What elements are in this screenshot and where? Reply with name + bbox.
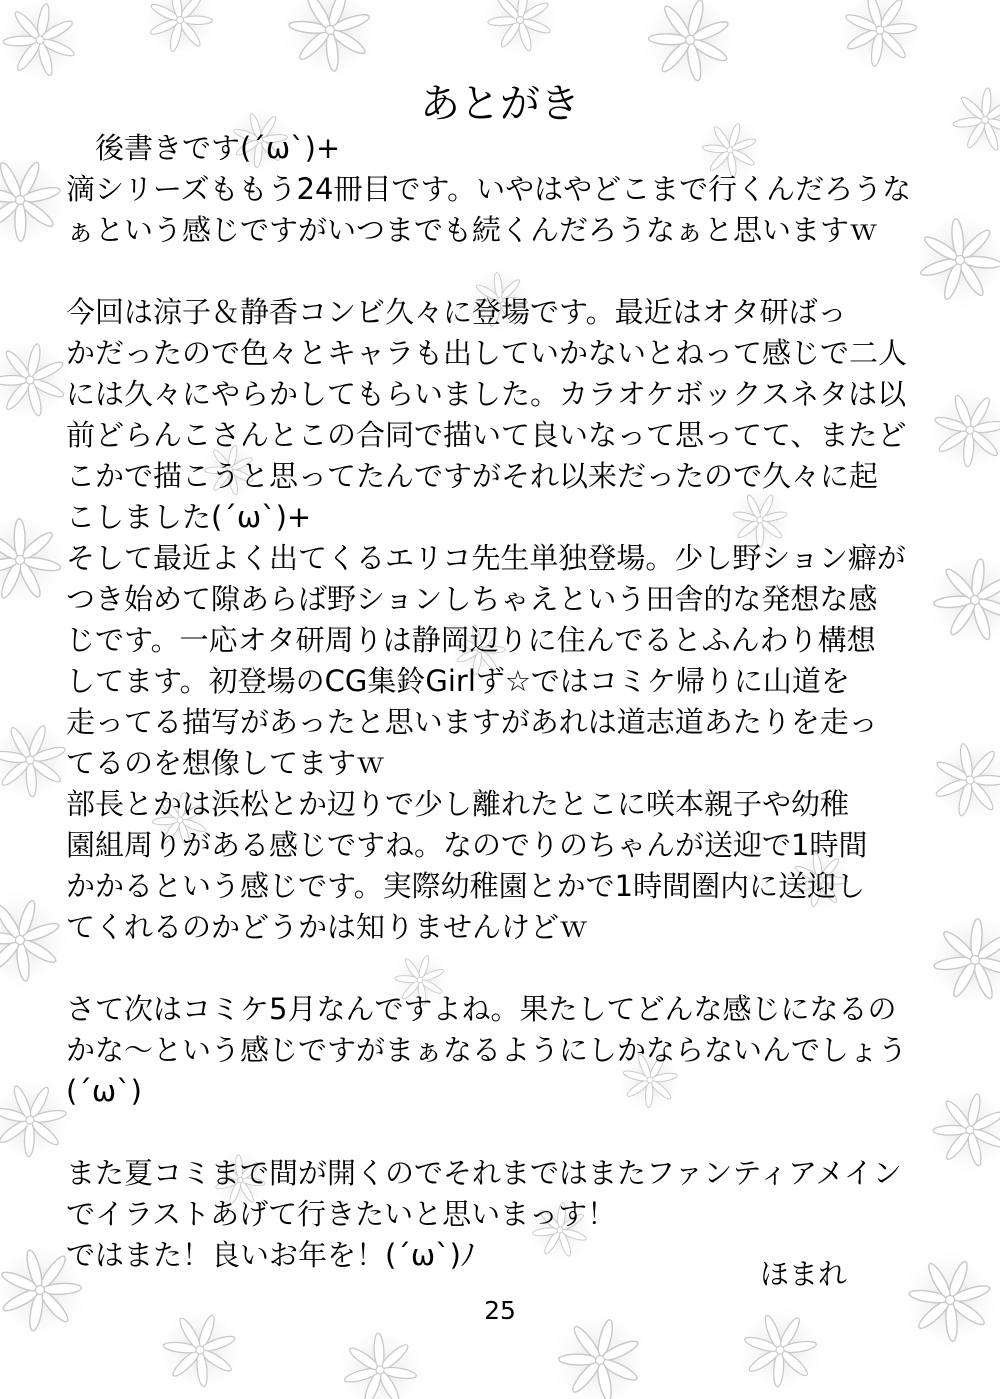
text-line: 前どらんこさんとこの合同で描いて良いなって思ってて、またど <box>66 418 907 452</box>
text-line: (´ω`) <box>66 1074 142 1108</box>
text-line: には久々にやらかしてもらいました。カラオケボックスネタは以 <box>66 377 907 411</box>
text-line: ではまた！良いお年を！(´ω`)ﾉ <box>66 1238 476 1272</box>
text-line: 滴シリーズももう24冊目です。いやはやどこまで行くんだろうな <box>66 172 912 206</box>
afterword-body <box>66 128 966 1276</box>
text-line: でイラストあげて行きたいと思いまっす！ <box>66 1197 617 1231</box>
author-signature: ほまれ <box>760 1257 848 1291</box>
page-title: あとがき <box>420 81 580 127</box>
text-line: てくれるのかどうかは知りませんけどｗ <box>66 910 589 944</box>
text-line: かかるという感じです。実際幼稚園とかで1時間圏内に送迎し <box>66 869 866 903</box>
text-line: じです。一応オタ研周りは静岡辺りに住んでるとふんわり構想 <box>66 623 876 657</box>
text-line: 今回は涼子＆静香コンビ久々に登場です。最近はオタ研ばっ <box>66 295 847 329</box>
text-line: 部長とかは浜松とか辺りで少し離れたとこに咲本親子や幼稚 <box>66 787 850 821</box>
text-line: かな～という感じですがまぁなるようにしかならないんでしょう <box>66 1033 908 1067</box>
text-line: さて次はコミケ5月なんですよね。果たしてどんな感じになるの <box>66 992 897 1026</box>
page-number: 25 <box>484 1296 516 1325</box>
text-line: そして最近よく出てくるエリコ先生単独登場。少し野ション癖が <box>66 541 906 575</box>
text-line: ぁという感じですがいつまでも続くんだろうなぁと思いますｗ <box>66 213 879 247</box>
text-line: 走ってる描写があったと思いますがあれは道志道あたりを走っ <box>66 705 878 739</box>
text-line: つき始めて隙あらば野ションしちゃえという田舎的な発想な感 <box>66 582 878 616</box>
text-line: こかで描こうと思ってたんですがそれ以来だったので久々に起 <box>66 459 879 493</box>
text-line: 後書きです(´ω`)+ <box>66 131 341 165</box>
blank-line <box>66 948 966 989</box>
blank-line <box>66 1112 966 1153</box>
blank-line <box>66 251 966 292</box>
text-line: してます。初登場のCG集鈴Girlず☆ではコミケ帰りに山道を <box>66 664 850 698</box>
text-line: かだったので色々とキャラも出していかないとねって感じで二人 <box>66 336 908 370</box>
text-line: てるのを想像してますｗ <box>66 746 386 780</box>
text-line: また夏コミまで間が開くのでそれまではまたファンティアメイン <box>66 1156 902 1190</box>
text-line: こしました(´ω`)+ <box>66 500 312 534</box>
text-line: 園組周りがある感じですね。なのでりのちゃんが送迎で1時間 <box>66 828 868 862</box>
